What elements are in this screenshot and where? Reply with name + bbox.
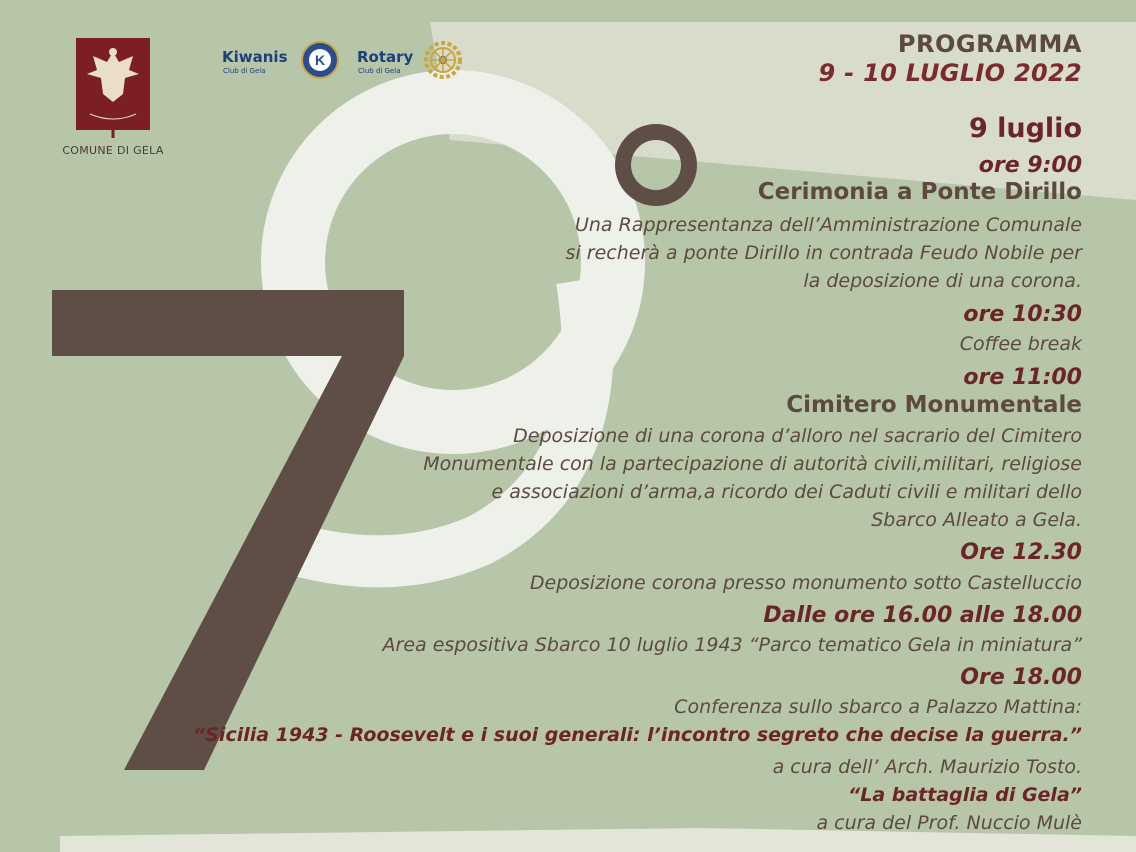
event-time: ore 9:00 (978, 153, 1082, 178)
kiwanis-logo (222, 40, 342, 80)
event-description: Deposizione di una corona d’alloro nel sacrario del Cimitero (513, 425, 1082, 447)
event-description: Conferenza sullo sbarco a Palazzo Mattina: (674, 696, 1082, 718)
kiwanis-subtitle: Club di Gela (223, 67, 266, 75)
event-description: a cura del Prof. Nuccio Mulè (816, 812, 1082, 834)
event-time: Ore 18.00 (960, 665, 1082, 690)
program-dates: 9 - 10 LUGLIO 2022 (818, 59, 1082, 87)
event-time: ore 11:00 (963, 365, 1082, 390)
event-time: Dalle ore 16.00 alle 18.00 (763, 603, 1082, 628)
program-title: PROGRAMMA (897, 30, 1082, 58)
event-description: Sbarco Alleato a Gela. (871, 509, 1082, 531)
rotary-wheel-icon (423, 40, 463, 80)
event-description: e associazioni d’arma,a ricordo dei Caduti civili e militari dello (491, 481, 1082, 503)
event-description: Monumentale con la partecipazione di autorità civili,militari, religiose (423, 453, 1082, 475)
event-time: Ore 12.30 (960, 540, 1082, 565)
event-title: Cimitero Monumentale (786, 392, 1082, 418)
event-description: la deposizione di una corona. (803, 270, 1082, 292)
comune-label: COMUNE DI GELA (62, 144, 164, 157)
comune-crest-logo (76, 38, 150, 138)
kiwanis-emblem-icon (300, 40, 340, 80)
kiwanis-emblem-letter: K (314, 52, 326, 68)
kiwanis-name: Kiwanis (222, 48, 288, 66)
event-description: Area espositiva Sbarco 10 luglio 1943 “Parco tematico Gela in miniatura” (382, 634, 1082, 656)
event-description: Coffee break (959, 333, 1082, 355)
rotary-subtitle: Club di Gela (358, 67, 401, 75)
day-heading: 9 luglio (968, 113, 1082, 144)
event-description: Deposizione corona presso monumento sotto Castelluccio (529, 572, 1082, 594)
conference-title: “La battaglia di Gela” (847, 784, 1082, 806)
event-time: ore 10:30 (963, 302, 1082, 327)
event-description: si recherà a ponte Dirillo in contrada Feudo Nobile per (565, 242, 1082, 264)
event-description: Una Rappresentanza dell’Amministrazione Comunale (574, 214, 1082, 236)
conference-title: “Sicilia 1943 - Roosevelt e i suoi generali: l’incontro segreto che decise la guerra.” (193, 724, 1082, 746)
event-description: a cura dell’ Arch. Maurizio Tosto. (772, 756, 1082, 778)
rotary-name: Rotary (357, 48, 414, 66)
rotary-logo (357, 40, 467, 80)
event-title: Cerimonia a Ponte Dirillo (757, 179, 1082, 205)
